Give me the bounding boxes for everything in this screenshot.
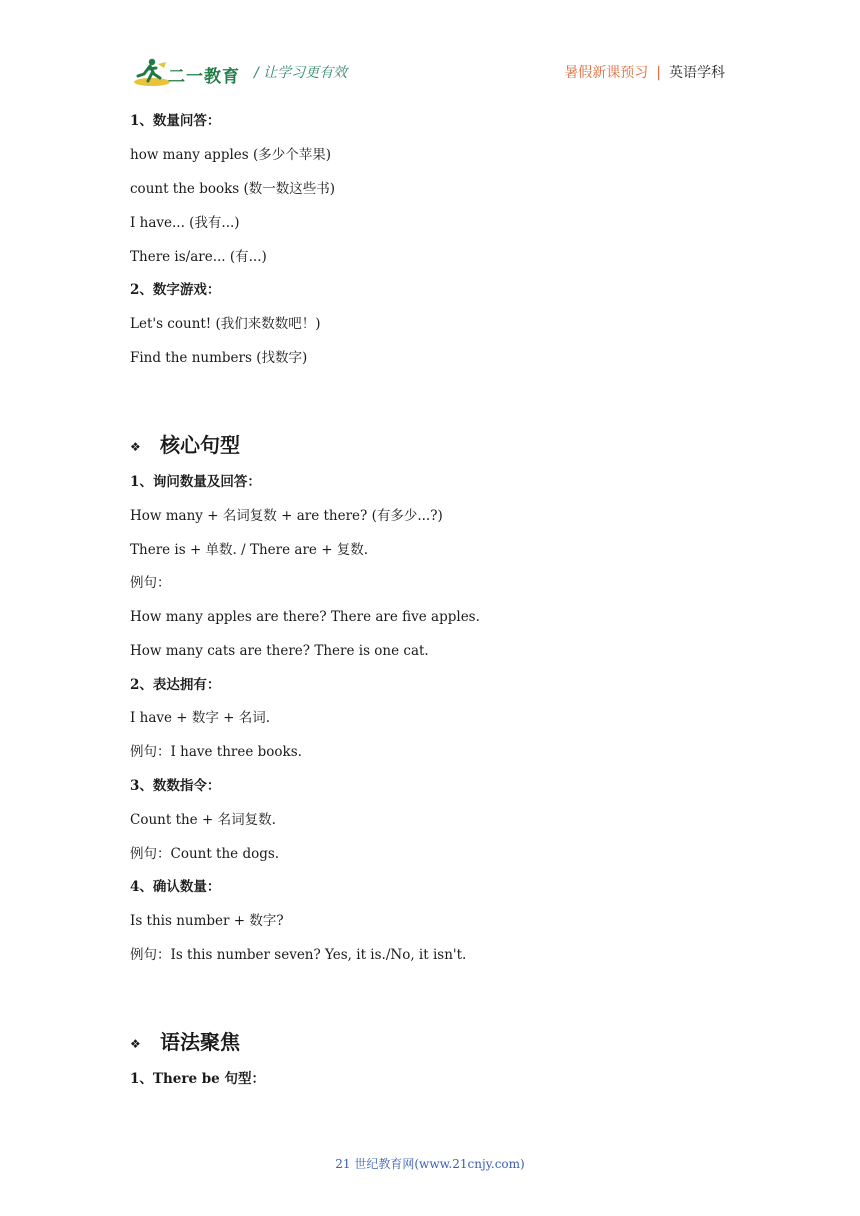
runner-logo-icon: [130, 56, 170, 88]
paragraph: 例句：Count the dogs.: [130, 846, 280, 862]
logo-text: 二一教育: [168, 67, 240, 87]
subheading: 2、表达拥有：: [130, 677, 221, 693]
paragraph: 例句：Is this number seven? Yes, it is./No, it isn't.: [130, 947, 467, 963]
subheading: 3、数数指令：: [130, 778, 221, 794]
paragraph: There is/are... (有...): [130, 249, 267, 265]
course-label: 暑假新课预习: [564, 65, 649, 81]
paragraph: How many cats are there? There is one cat.: [130, 643, 429, 659]
page-footer: 21 世纪教育网(www.21cnjy.com): [335, 1157, 525, 1171]
subheading: 2、数字游戏：: [130, 282, 221, 298]
paragraph: Is this number + 数字?: [130, 913, 284, 929]
page-header: [130, 54, 725, 90]
diamond-bullet-icon: ❖: [130, 439, 141, 454]
logo: [130, 56, 240, 88]
subheading: 1、数量问答：: [130, 113, 221, 129]
header-separator: |: [656, 65, 661, 81]
subheading: 1、询问数量及回答：: [130, 474, 261, 490]
paragraph: Let's count! (我们来数数吧！): [130, 316, 321, 332]
section-title: 语法聚焦: [160, 1030, 240, 1054]
section-title: 核心句型: [160, 433, 240, 457]
paragraph: I have... (我有...): [130, 215, 240, 231]
paragraph: how many apples (多少个苹果): [130, 147, 332, 163]
paragraph: How many + 名词复数 + are there? (有多少...?): [130, 508, 443, 524]
paragraph: There is + 单数. / There are + 复数.: [130, 542, 369, 558]
paragraph: Find the numbers (找数字): [130, 350, 308, 366]
paragraph: I have + 数字 + 名词.: [130, 710, 271, 726]
paragraph: 例句：: [130, 575, 171, 591]
subject-label: 英语学科: [669, 65, 725, 81]
subheading: 1、There be 句型：: [130, 1071, 265, 1087]
paragraph: 例句：I have three books.: [130, 744, 302, 760]
paragraph: count the books (数一数这些书): [130, 181, 336, 197]
subheading: 4、确认数量：: [130, 879, 221, 895]
section-heading: [130, 1026, 240, 1055]
header-course-info: [564, 62, 725, 82]
section-heading: [130, 429, 240, 458]
slogan: / 让学习更有效: [254, 65, 348, 81]
diamond-bullet-icon: ❖: [130, 1036, 141, 1051]
paragraph: Count the + 名词复数.: [130, 812, 276, 828]
paragraph: How many apples are there? There are five apples.: [130, 609, 480, 625]
